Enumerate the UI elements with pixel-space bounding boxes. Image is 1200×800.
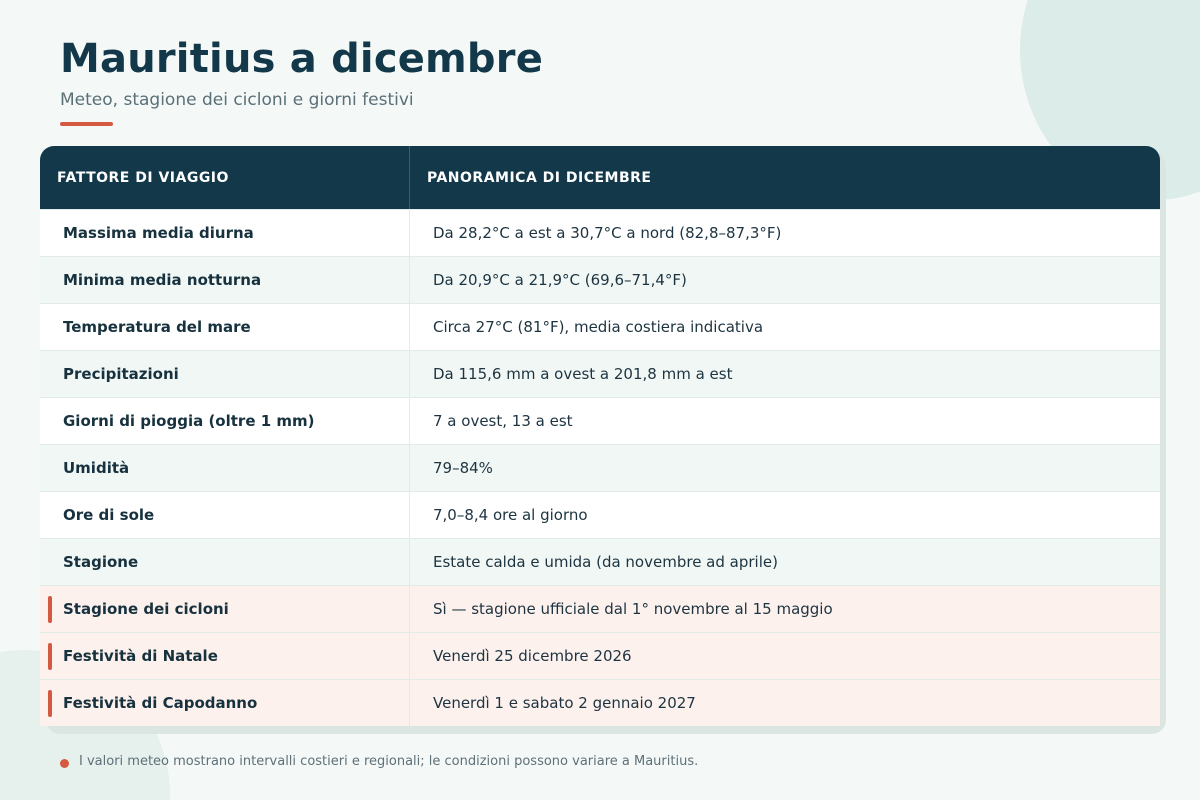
row-overview: Sì — stagione ufficiale dal 1° novembre al 15 maggio bbox=[433, 600, 833, 618]
column-header-factor: FATTORE DI VIAGGIO bbox=[40, 146, 410, 209]
table-row bbox=[40, 350, 1160, 397]
row-overview: 7,0–8,4 ore al giorno bbox=[433, 506, 588, 524]
table-row-highlighted bbox=[40, 632, 1160, 679]
table-row bbox=[40, 538, 1160, 585]
row-factor: Stagione bbox=[40, 539, 410, 585]
footnote-text: I valori meteo mostrano intervalli costieri e regionali; le condizioni possono variare a Mauritius. bbox=[79, 754, 699, 769]
bullet-dot-icon bbox=[60, 759, 69, 768]
row-overview: Venerdì 25 dicembre 2026 bbox=[433, 647, 632, 665]
column-header-overview: PANORAMICA DI DICEMBRE bbox=[427, 169, 652, 186]
row-overview: Da 115,6 mm a ovest a 201,8 mm a est bbox=[433, 365, 733, 383]
row-overview: Venerdì 1 e sabato 2 gennaio 2027 bbox=[433, 694, 696, 712]
table-row bbox=[40, 397, 1160, 444]
page-header bbox=[60, 36, 543, 126]
table-row bbox=[40, 256, 1160, 303]
row-factor: Stagione dei cicloni bbox=[40, 586, 410, 632]
row-overview: 7 a ovest, 13 a est bbox=[433, 412, 573, 430]
row-overview: Da 20,9°C a 21,9°C (69,6–71,4°F) bbox=[433, 271, 687, 289]
table-row bbox=[40, 444, 1160, 491]
footnote bbox=[60, 754, 698, 769]
highlight-marker bbox=[48, 690, 52, 717]
row-overview: Da 28,2°C a est a 30,7°C a nord (82,8–87,3°F) bbox=[433, 224, 782, 242]
table-row-highlighted bbox=[40, 679, 1160, 726]
row-factor: Precipitazioni bbox=[40, 351, 410, 397]
page-title: Mauritius a dicembre bbox=[60, 36, 544, 82]
row-factor: Festività di Capodanno bbox=[40, 680, 410, 726]
row-factor: Giorni di pioggia (oltre 1 mm) bbox=[40, 398, 410, 444]
row-factor: Festività di Natale bbox=[40, 633, 410, 679]
title-accent-line bbox=[60, 122, 113, 126]
table-row bbox=[40, 491, 1160, 538]
table-row-highlighted bbox=[40, 585, 1160, 632]
highlight-marker bbox=[48, 596, 52, 623]
row-factor: Massima media diurna bbox=[40, 210, 410, 256]
row-factor: Temperatura del mare bbox=[40, 304, 410, 350]
page-subtitle: Meteo, stagione dei cicloni e giorni festivi bbox=[60, 90, 414, 110]
table-row bbox=[40, 303, 1160, 350]
table-header bbox=[40, 146, 1160, 209]
row-factor: Umidità bbox=[40, 445, 410, 491]
travel-table bbox=[40, 146, 1160, 726]
row-overview: 79–84% bbox=[433, 459, 493, 477]
table-row bbox=[40, 209, 1160, 256]
row-overview: Circa 27°C (81°F), media costiera indicativa bbox=[433, 318, 764, 336]
highlight-marker bbox=[48, 643, 52, 670]
row-factor: Minima media notturna bbox=[40, 257, 410, 303]
row-factor: Ore di sole bbox=[40, 492, 410, 538]
row-overview: Estate calda e umida (da novembre ad aprile) bbox=[433, 553, 778, 571]
